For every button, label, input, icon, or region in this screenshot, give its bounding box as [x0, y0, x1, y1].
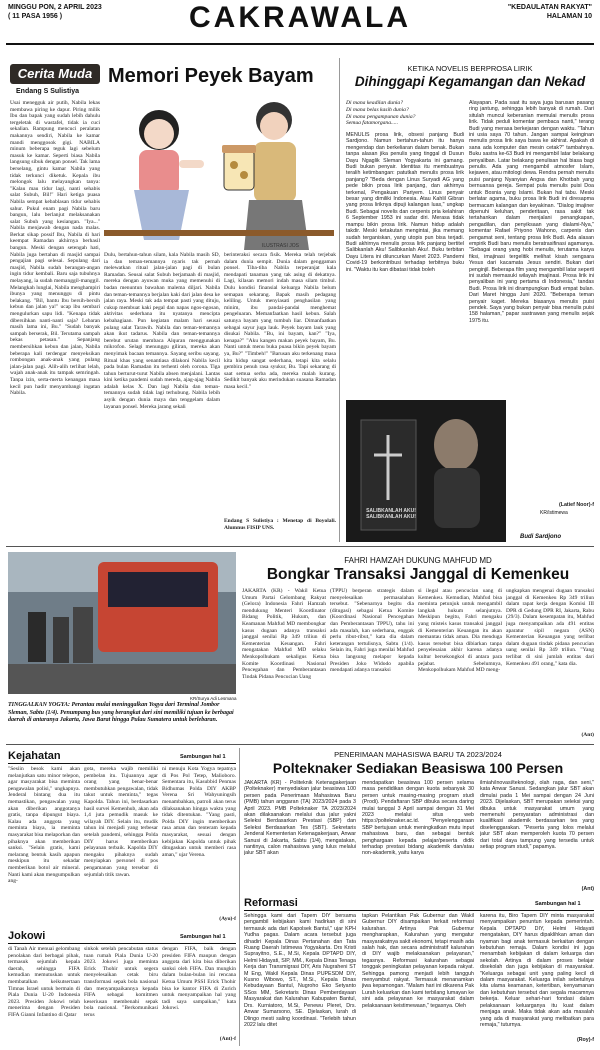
- column-divider: [339, 58, 340, 542]
- beasiswa-kicker: PENERIMAAN MAHASISWA BARU TA 2023/2024: [334, 750, 502, 759]
- novelis-column-2: Alayapan. Pada saat itu saya juga barusan pasang ring jantung, sehingga lebih banyak di rumah. Dari situlah muncul keberanian memulai menulis prosa lirik. Tidak peduli komentar pembaca nanti," terang Budi yang merasa berkejaran dengan waktu. "Tahun ini usia saya 70 tahun. Jangan sampai keinginan menulis prosa lirik saya bawa ke akhirat. Apakah di sana ada komputer dan mesin cetak?" tambahnya. Buku sastra ke-63 Budi ini mengambil latar belakang penyaliban. Latar belakang penulisan hal biasa bagi penulis. Ada yang mengambil atmosfer Islam, kejawen, atau mitologi dewa. Rendra pernah menulis puisi panjang Nyanyian Angsa dan Khotbah yang bernuansa gereja. Sempat pula menulis puisi Doa untuk Bosnia yang Islami. Bukan hal tabu. Meski berlatar agama, buku prosa lirik Budi ini diresapma bermacam kalangan dan keyakinan. "Dialog imajiner dipenuhi keluhan, penderitaan, rasa sakit tak tertahankan dalam menjalani penangkapan, pengadilan, dan penyiksaan yang dialami-Nya," komentar Rafael Priyono Wahono, carpenis dan pengamat seni, tentang prosa lirik Budi. Ada alasan empirik Budi baru menulis beratrasifinasi agamanya. "Sebagai orang yang hobi menulis, terutama karya fiksi, imajinasi tergelitik melihat kisah sengsara Yesus dari kacamata Jesus sendiri. Bukan dari penginjil. Beberapa film yang mengambil latar seperti ini sudah memasuki wilayah imajinasi. Prosa lirik ini penyaliban ini yang pertama di Indonesia," tandas Budi. Prosa lirik ini dirampungkan Budi empat bulan. Dari Maret hingga Juni 2020. "Beberapa teman penyair kaget. Mereka biasanya menulis puisi pendek. Saya yang bukan penyair bisa menulis puisi 158 halaman," papar sastrawan yang menulis sejak 1975 itu.: [469, 100, 594, 324]
- beasiswa-column-1: JAKARTA (KR) - Politeknik Ketenagakerjaan (Polteknaker) menyediakan jalur beasiswa 100 persen pada Penerimaan Mahasiswa Baru (PMB) tahun anggaran (TA) 2023/2024 pada 3 April 2023. PMB Polteknaker TA 2023/2024 akan dilaksanakan melalui dua jalur yakni Seleksi Berdasarkan Prestasi (SBP) dan Seleksi Berdasarkan Tes (SBT). Sekretaris Jenderal Kementerian Ketenagakerjaan, Anwar Sanusi di Jakarta, Sabtu (1/4), mengatakan, nantinya, calon mahasiswa yang lulus melalui jalur SBT akan: [244, 780, 356, 857]
- novelis-column-1: MENULIS prosa lirik, obsesi panjang Budi Sardjono. Namun bertahun-tahun itu hanya mengendap dan berkeliaran dalam benak. Bukan tanpa alasan jika penulis yang tinggal di Dusun Dayu Ngaglik Sleman Yogyakarta ini gamang. Budi bukan penyair. Identitas itu membuatnya teralih ketimbangan: patutkah menulis prosa lirik panjang? "Beda dengan Linus Suryadi AG yang pede bikin prosa lirik panjang, dan akhirnya terkenal, Pengakuan Pariyem. Linus penyair besar yang dimiliki Indonesia. Atau Kahlil Gibran yang prosa liriknya dipuji kalangan luas," ungkap Budi. Sebagai novelis dan cerpenis pria kelahiran 6 September 1953 ini sadar diri. Merasa tidak mampu bikin prosa lirik. Namun hidup adalah takdir. Meski ketakutan mengintai, jika memang sudah terganiskan, yang utopis pun bisa terjadi. Budi akhirnya menulis prosa lirik panjang bertitel Salibkanlah Aku! Salibkanlah Aku!. Buku terbitan Dayu Litera ini diluncurkan Maret 2023. Pandemi Covid-19 berkontribusi terhadap terbitnya buku ini. "Waktu itu kan dibatasi tidak boleh: [346, 132, 464, 273]
- bus-terminal-photo: [8, 552, 236, 694]
- story-column-1: Usai menegguk air putih, Nabila lekas membawa piring ke dapur. Piring milik Ibu dan bapak yang sudah lebih dahulu tergeletak di wastafel, tidak ia cuci sekalian. Rampung mencuci peralatan makannya sendiri, Nabila ke kamar mandi menggosok gigi. NABILA minum beberapa teguk lagi sebelum masuk ke kamar. Seperti biasa Nabila langsung sibuk dengan ponsel. Tak lama berselang, gintu kamar Nabila yang tidak terkunci diketuk. Kepala ibu melongok lalu melayangkan tanya: "Kalau mau tidur lagi, nanti sehabis salat Subuh, Bil!" Hari ketiga puasa Nabila sempat kebablasan tidur sehabis sahur. Pukul enam pagi Nabila baru bangun, lalu berlanjut melaksanakan salat Subuh yang kesiangan. "Iya..." Nabila menjawab dengan nada malas. Berkat sikap possif Ibu, Nabila di hari keempat Ramadan akhirnya berhasil bangun. Meski dengan setengah hati, Nabila juga bertahan di masjid sampai pengajian pagi selesai. Sepulang dari masjid, Nabila sudah berangan-angan ingin tidur kembali. Baru saja tubuhnya melayang, ia sudah memanggil-manggil. Melangkah lunglai, Nabila menghampiri ibunya yang menunggu di pintu belakang. "Bil, bantu Ibu bersih-bersih kebun dan jalan ya!" ucap ibu sembari mengulurkan sapu lidi. "Kenapa tidak dibersihkan nanti-nanti saja? Lebaran masih lama ini, Bu." "Sudah banyak sampah berserak, Bil. Terutama sampah bekas petasan." Sepanjang membersihkan kebun dan jalan, Nabila beberapa kali terdengar menyeksikan rombongan anak-anak yang pulang jalan-jalan pagi. Alih-alih terlihat lelah, wajah anak-anak itu tampak semringah. Tanpa izin, serta-merta kenangan masa kecil pun hadir menyambangi ingatan Nabila.: [10, 100, 100, 397]
- book-cover-image: [346, 400, 506, 542]
- kejahatan-continued: Sambungan hal 1: [180, 754, 226, 760]
- bongkar-column-3: si ilegal atau pencucian uang di Kemenkeu. Kemudian, Mahfud bisa meminta petunjuk untuk mengambil langkah hukum selanjutnya. Meskipun begitu, Fahri mengaku yang misteis kasus transaksi janggal di Kementerian Keuangan itu akan memantau tidak aman. Dia menduga kasus tersebut bisa dibiarkan tanpa penyelesaian akhir karena adanya kultur bersekongkol di antara para pejabat. Sebelumnya, Menkopolhukam Mahfud MD meng-: [418, 588, 502, 674]
- author-bio: Endang S Sulistiya : Menetap di Boyolali. Alumnus FISIP UNS.: [224, 518, 336, 531]
- reformasi-column-3: karena itu, Biro Tapem DIY minta masyarakat menyampaikan penuntun kepada pemerintah. Kepala DPTAPD DIY, Helmi Hidayati mengatakan, DIY harus dipaklihkan aman dan nyaman bagi anak termasuk berkaitan dengan kebutuhan remaja. Dalam kondisi ini juga menambah kebijakan di dalam keluarga dan sekolah. Artinya di dalam proses belajar disekolah dan juga kebijakan di masyarakat. "Keluarga sebagai unit yang paling kecil di dalam masyarakat. Keluarga inilah sebetulnya kita ulama keamanan, ketertiban, kenyamanan dan kebutuhan tersebut dan segala macamnya bekerja. Keluar sehari-hari fondasi dalam pelaksanaan keluarganya itu kuat dalam menjaga anak. Maka tidak akan ada masalah yang ada di masyarakat yang melibatkan para remaja," tuturnya.: [480, 913, 594, 1028]
- illustration-credit: ILUSTRASI JOS: [262, 243, 299, 249]
- photo-credit: KR/istimewa: [540, 510, 568, 516]
- jokowi-column-1: di Tanah Air menuai gelombang penolakan dari berbagai pihak, termasuk sejumlah kepala daerah, sehingga FIFA kemudian memutuskan untuk membatalkan keikutsertaan Timnas Israel untuk bermain di Piala Dunia U-20 Indonesia 2023. Presiden Jokowi telah menerima dengan Presiden FIFA Gianni Infantino di Qatar: [8, 946, 80, 1018]
- beasiswa-title: Polteknaker Sediakan Beasiswa 100 Persen: [272, 760, 564, 776]
- jokowi-column-2: sinkok setelah pencabutan status tuan rumah Piala Dunia U-20 2023. Jokowi juga meminta Erick Thohir untuk segera menyelesaikan cetak biru transformasi sepak bola nasional dan menyampaikannya kepada FIFA sebagai komitmen keseriusan membenahi sepak bola nasional. "Berkomunikasi terus: [84, 946, 158, 1018]
- poem-line: Di mana pengampunan dunia?: [346, 113, 416, 120]
- bongkar-column-4: ungkapkan mengenai dugaan transaksi janggal di Kemenkeu Rp 349 triliun dalam rapat kerja dengan Komisi III DPR di Gedung DPR RI, Jakarta, Rabu (29/3). Dalam kesempatan itu, Mahfud juga menyampaikan ada 491 entitas aparatur sipil negara (ASN) Kementerian Keuangan yang terlibat dalam dugaan tindak pidana pencucian uang senilai Rp 349 triliun. "Yang terlibat di sini jumlah entitas dari Kemenkeu 491 orang," kata dia.: [506, 588, 594, 667]
- jokowi-signature: (Ant)-f: [219, 1036, 236, 1042]
- novelis-title: Dihinggapi Kegamangan dan Nekad: [354, 74, 586, 89]
- reformasi-column-1: Sehingga kami dari Tapem DIY bersama pengambil kebijakan kami hadirkan di sini termasuk ada dari Kapolsek Bantul," ujar KPH Yudha pagas. Dalam acara tersebut juga dihadiri Kepala Dinas Pertanahan dan Tata Ruang Daerah Istimewa Yogyakarta. Drs Kristi Suprayitno, S.E., M.Si, Kepala DPTAPD DIY, Helmi Hidayati, SIP, MM., Kepala Dinas Tenaga Kerja dan Transmigrasi DIY, Aris Nugraheni ST M Eng, Wakil Kepala Dinas PUPESDM DIY, Kusno Wibowo, ST., M.Si., Kepala Dinas Kebudayaan Bantul, Nugroho Eko Setyanto SSos MM, Sekretaris Dinas Pemberdayaan Masyarakat dan Kalurahan Kabupaten Bantul, Drs. Kurniatoro, M.Si, Penewu Pleret, Drs. Anwar Sumarsono, SE. Djelaskan, lurah di Dlingo mesti saling koordinasi. "Terlebih tahun 2022 lalu ditet: [244, 913, 356, 1028]
- novelis-signature: (Latief Noor)-f: [558, 502, 594, 508]
- beasiswa-column-2: mendapatkan beasiswa 100 persen selama masa pendidikan dengan kuota sebanyak 30 persen untuk masing-masing program studi (Prodi). Pendaftaran SBP dibuka secara daring mulai tanggal 3 April sampai dengan 31 Mei 2023 melalui situs web https://polteknaker.ac.id. "Penyelenggaraan SBP bertujuan untuk meningkatkan mutu input mahasiswa baru, dan sebagai bentuk penghargaan kepada pelajar/peserta didik terhadap prestasi bidang akademik dan/atau non-akademik, yaitu karya: [362, 780, 474, 857]
- reformasi-rule: [244, 910, 594, 911]
- section-rule: [6, 744, 594, 745]
- kejahatan-title: Kejahatan: [8, 750, 61, 762]
- masthead-page: [508, 4, 592, 21]
- paper-name: "KEDAULATAN RAKYAT": [507, 4, 592, 11]
- book-cover-art: [346, 400, 506, 542]
- cerita-badge: Cerita Muda: [10, 64, 100, 84]
- reformasi-signature: (Roy)-f: [576, 1037, 594, 1043]
- book-title: SALIBKANLAH AKU! SALIBKANLAH AKU!: [366, 508, 416, 520]
- story-illustration: [104, 90, 334, 250]
- kejahatan-rule: [8, 763, 236, 764]
- kejahatan-column-2: gota, mereka wajib memiliki pembelan itu. Tujuannya agar orang yang benar-benar membutuhkan pengawalan, tidak takut untuk meminta," tegas Kapolda. Tahun ini, berdasarkan hasil survei Kemenhub, akan ada 1,4 juta pemudik masuk ke wilayah DIY. Selain itu, mudik tahun ini menjadi yang terbesar setelah pandemi, sehingga Polda DIY harus memberikan pelayanan terbaik. Kapolda DIY mengaku pihaknya sudah menyiapkan personel di pos pengamanan yang tersebar di sejumlah titik rawan.: [84, 766, 158, 878]
- jokowi-continued: Sambungan hal 1: [180, 934, 226, 940]
- bongkar-signature: (Ant): [581, 732, 594, 738]
- jokowi-column-3: dengan FIFA, baik dengan presiden FIFA maupun dengan anggota dari kita bisa diberikan sanksi oleh FIFA. Dan mungkin dalam bulan-bulan ini rencana Ketua Umum PSSI Erick Thohir bisa ke kantor FIFA di Zurich untuk menyampaikan hal yang tadi saya sampaikan," kata Jokowi.: [162, 946, 236, 1012]
- reformasi-column-2: tapkan Pelantikan Pak Gubernur dan Wakil Gubernur DIY disampaikan terkait reformasi kalurahan. Artinya Pak Gubernur mengharapkan, Kalurahan yang mengatur masyarakatnya sakit ekonomi, tetapi masih ada salah hak, dan secara administratif kalurahan di DIY wajib melaksanakan pelayanan," tegasnya. Reformasi kalurahan sebagai tonggak peningkatan pelayanan kepada rakyat. Sehingga pamong menjadi lebih tangguh menyambut rakyat. Termasuk menanamkan jiwa kepamongan. "Malam hari ini dikarena Pak Lurah keluarkan dan kami terbilang lumayan ke sini ada pelayanan ke masyarakat dalam pelaksanaan keistimewaan," tegasnya. Oleh: [362, 913, 474, 1009]
- kejahatan-signature: (Ayu)-f: [219, 916, 236, 922]
- story-column-2: Dulu, bertahun-tahun silam, kala Nabila masih SD, ia dan teman-temannya nyaris tak pernah melewatkan ritual jalan-jalan pagi di bulan Ramadan. Seusai salat Subuh berjamaah di masjid, mereka dengan ayuwan muka yang memenuhi di badan menuntun bawahan malema diljari. Nabila dan teman-temannya berjalan kaki dari jalan desa ke jalan raya. Meski tak ada tempat pasti yang dituju, cukup membuat kaki pegal dan napas ngos-ngosan, aktivitas sederhana itu nyatanya mencipta kebahagiaan. Pun kegiatan malam hari seusai pulang salat Tarawih. Nabila dan teman-temannya akan ikut tadarus. Nabila dan teman-temannya berebut urutan membaca Alquran menggunakan mikrofon. Selagi menunggu giliran, mereka akan menyimak bacaan temannya. Sayang seribu sayang. Ritual khas yang senantiasa dilakoni Nabila kecil pada bulan Ramadan itu terhenti oleh corona. Tiga tahun berturut-turut Nabila absen menjalani. Lantas kini ketika pandemi sudah mereda, ajag-ajag Nabila adalah kelas X. Dan lagi Nabila dan teman-temannya sudah tidak lagi terhubung. Nabila lebih asyik dengan dunia maya dan tenggelam dalam layanan ponsel. Mereka jarang sekali: [104, 252, 220, 410]
- bongkar-kicker: FAHRI HAMZAH DUKUNG MAHFUD MD: [344, 556, 492, 565]
- kejahatan-column-1: "Sesiin besok kami akan melanjutkan satu minor telepon, agar masyarakat bisa meminta pengawalan polisi," ungkapnya. Jenderal bintang dua itu memastikan, pengawalan yang akan diberikan anggotanya gratis, tanpa dipungut biaya. Kalau ada anggota yang meminta biaya, ia meminta masyarakat bisa melaporkan dan pihaknya akan memberikan sanksi. "Selain gratis, kami melarang bentuk kasih apapun meskipun itu sekadar memberikan botol air mineral. Nanti kami akan mengumpulkan ang-: [8, 766, 80, 885]
- story-column-3: berinteraksi secara fisik. Mereka telah terjebak dalam dunia sempit. Dunia dalam genggaman ponsel. Tiba-tiba Nabila terperanjat kala mendapati tanaman yang tak asing di dekatnya. Lagi, kilasan memori indah masa silam timbul. Dulu kondisi finansial keluarga Nabila belum semapan sekarang. Bapak masih pedagang keliling. Untuk menyiasati penghasilan yang minim, ibu pandai-pandai menghemat pengeluaran. Memanfaatkan hasil kebun. Salah satunya bayam yang tumbuh liar. Dimanfaatkan sebagai sayur juga lauk. Peyek bayam lauk yang disukai Nabila. "Bu, ini bayam, kan?" "Iya, kenapa?" "Aku kangen makan peyek bayam, Bu. Nanti untuk menu buka puasa bikin peyek bayam ya, Bu?" "Timbeh!" "Barusan aku terkenang masa kita hidup sangat sederhana, tetapi kita selalu gembira penuh rasa syukur, Bu. Tapi sekarang di saat semua serba ada, mereka malah kurang. Sedikit banyak aku merindukan suasana Ramadan masa kecil.": [224, 252, 336, 390]
- poem-line: Semua fatamorgana.....: [346, 120, 398, 127]
- bongkar-column-1: JAKARTA (KR) - Wakil Ketua Umum Partai Gelombang Rakyat (Gelora) Indonesia Fahri Hamzah mendukung Menteri Koordinator Bidang Politik, Hukum, dan Keamanan Mahfud MD membongkar kasus dugaan adanya transaksi janggal senilai Rp 349 triliun di Kementerian Keuangan. Fahri mengatakan Mahfud MD selaku Menkopolhukam sekaligus Ketua Komite Koordinasi Nasional Pencegahan dan Pemberantasan Tindak Pidana Pencucian Uang: [242, 588, 326, 680]
- beasiswa-signature: (Ant): [581, 886, 594, 892]
- poem-block: [346, 100, 464, 127]
- reformasi-title: Reformasi: [244, 897, 298, 909]
- caption-text: Perantau mulai meninggalkan Yogya dari Terminal Jombor Sleman, Sabtu (1/4). Penumpang bus yang berangkat dari sini memiliki tujuan ke berbagai daerah di antaranya Jakarta, Jawa Barat hingga Pulau Sumatera untuk berlebaran.: [8, 702, 234, 723]
- poem-line: Di mana belas kasih dunia?: [346, 106, 409, 113]
- story-title: Memori Peyek Bayam: [108, 65, 314, 87]
- section-rule: [6, 546, 594, 547]
- illustration-drawing: [104, 90, 334, 250]
- photo-credit: KR/Surya Adi Lesmana: [190, 696, 237, 701]
- kejahatan-column-3: ni menuju Kota Yogya tepatnya di Pos Pol Tetep, Malioboro. Sementara itu, Kasubbid Penmas Bidhumas Polda DIY AKBP Verena Sri Wahyuningsih menambahkan, patroli akan terus dilaksanakan hingga waktu yang tidak ditentukan. "Yang pasti, Polda DIY ingin memberikan rasa aman dan tenteram kepada masyarakat, sesuai dengan kebijakan Kapolda untuk pihak ditugaskan untuk memberi rasa aman," ujar Verena.: [162, 766, 236, 858]
- jokowi-title: Jokowi: [8, 930, 46, 942]
- masthead-rule: [6, 43, 594, 45]
- poem-line: Di mana keadilan dunia?: [346, 100, 404, 106]
- javanese-date: ( 11 PASA 1956 ): [8, 12, 63, 20]
- jokowi-rule: [8, 943, 236, 944]
- story-author: Endang S Sulistiya: [16, 88, 80, 95]
- page-number: HALAMAN 10: [546, 12, 592, 20]
- column-divider: [239, 748, 240, 1046]
- beasiswa-column-3: ilmiah/inovasi/teknologi, olah raga, dan seni," kata Anwar Sanusi. Sedangkan jalur SBT akan dimulai pada 1 Mei sampai dengan 24 Juni 2023. Dijelaskan, SBT merupakan seleksi yang dibuka untuk masyarakat umum yang memenuhi persyaratan administrasi dan kualifikasi akademik berdasarkan tes yang diselenggarakan. "Peserta yang lolos melalui jalur SBT akan memperoleh kuota 70 persen dari total daya tampung yang tersedia untuk setiap program studi," papamya.: [480, 780, 594, 851]
- section-title: CAKRAWALA: [189, 1, 411, 34]
- caption-lead: TINGGALKAN YOGYA:: [8, 702, 70, 708]
- portrait-caption: Budi Sardjono: [520, 534, 561, 540]
- edition-date: MINGGU PON, 2 APRIL 2023: [8, 4, 102, 11]
- bongkar-title: Bongkar Transaksi Janggal di Kemenkeu: [266, 566, 570, 583]
- bongkar-column-2: (TPPU) berperan strategis dalam menyelesaikan permasalahan tersebut. "Sebenarnya begitu dia (ditugasi) sebagai Ketua Komite (Koordinasi Nasional Pencegahan dan Pemberantasan TPPU), tahu ini ada masalah, kan sederhana, enggak perlu ribut-ribut," kata dia dalam keterangan tertulisnya, Sabtu (1/4). Selain itu, Fahri juga menilai Mahfud bisa langsung melapor kepada Presiden Joko Widodo apabila mendapati adanya transaksi: [330, 588, 414, 674]
- novelis-kicker: KETIKA NOVELIS BERPROSA LIRIK: [407, 64, 533, 73]
- photo-caption: [8, 702, 238, 725]
- bus-photo-art: [8, 552, 236, 694]
- reformasi-continued: Sambungan hal 1: [535, 901, 581, 907]
